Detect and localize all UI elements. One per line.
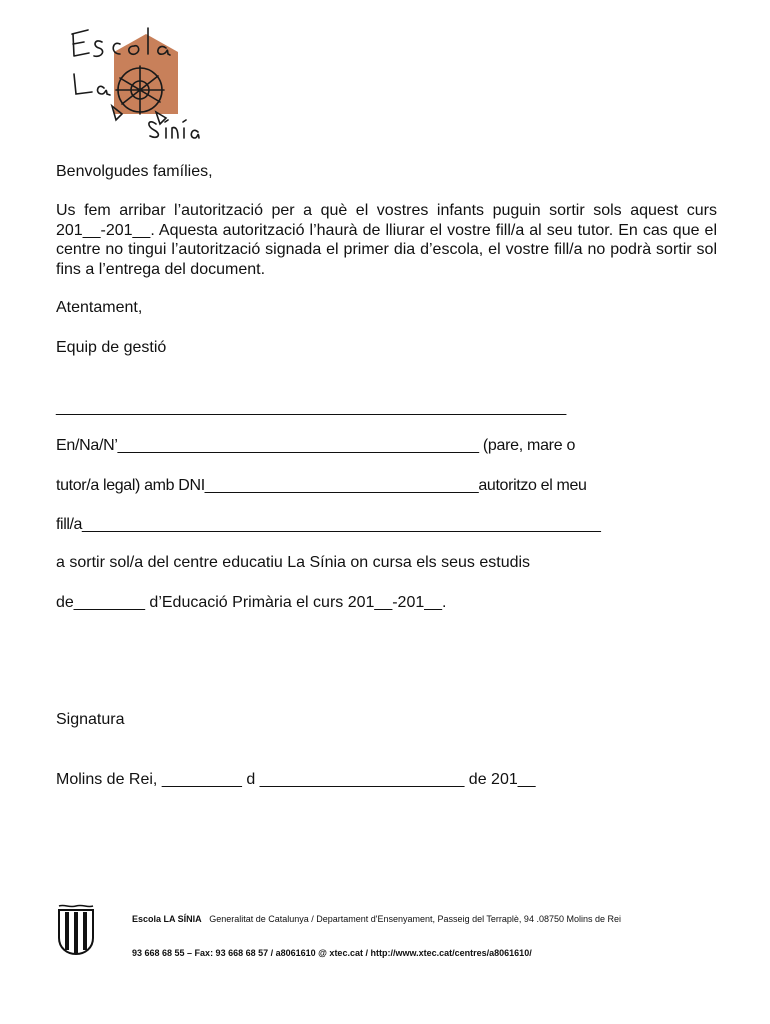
footer-contact: 93 668 68 55 – Fax: 93 668 68 57 / a8061610 @ xtec.cat / http://www.xtec.cat/centres/a8061610/ xyxy=(132,948,532,958)
signer: Equip de gestió xyxy=(56,339,167,356)
form-line-name: En/Na/N’__________________________________________ (pare, mare o xyxy=(56,437,576,454)
letter-body: Us fem arribar l’autorització per a què el vostres infants puguin sortir sols aquest curs 201__-201__. Aquesta autorització l’haurà de lliurar el vostre fill/a al seu tutor. En cas que el centre no tingui l’autorització signada el primer dia d’escola, el vostre fill/a no podrà sortir sol fins a l’entrega del document. xyxy=(56,202,717,278)
form-line-course: de________ d’Educació Primària el curs 201__-201__. xyxy=(56,594,447,611)
form-line-dni: tutor/a legal) amb DNI________________________________autoritzo el meu xyxy=(56,477,587,494)
closing: Atentament, xyxy=(56,299,143,316)
footer-address: Generalitat de Catalunya / Departament d'Ensenyament, Passeig del Terraplè, 94 .08750 Molins de Rei xyxy=(209,914,621,924)
school-logo-icon xyxy=(62,22,202,144)
generalitat-crest-icon xyxy=(57,904,95,956)
footer-address-line xyxy=(132,914,621,924)
place-date-line: Molins de Rei, _________ d _______________________ de 201__ xyxy=(56,771,536,788)
form-line-child: fill/a_____________________________________________________________ xyxy=(56,516,601,533)
form-line-school: a sortir sol/a del centre educatiu La Sínia on cursa els seus estudis xyxy=(56,554,531,571)
signature-label: Signatura xyxy=(56,711,125,728)
footer-school-name: Escola LA SÍNIA xyxy=(132,914,202,924)
separator-line: ____________________________________________________________ xyxy=(56,399,566,416)
greeting: Benvolgudes famílies, xyxy=(56,163,213,180)
